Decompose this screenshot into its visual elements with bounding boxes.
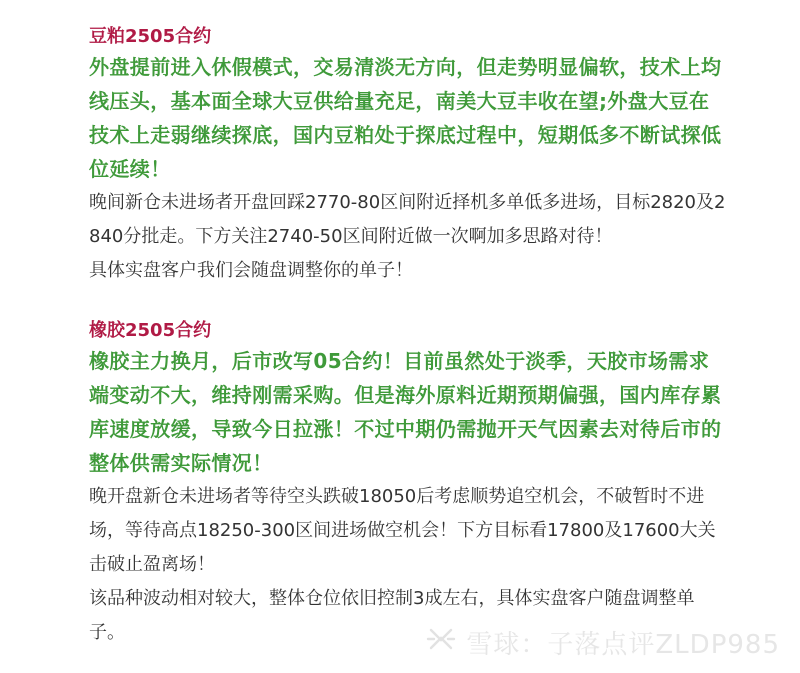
section-title: 豆粕2505合约 [89,26,212,47]
snowball-logo-icon [424,622,458,663]
section-soybean-meal [89,24,729,288]
section-body-paragraph: 晚间新仓未进场者开盘回踩2770-80区间附近择机多单低多进场，目标2820及2840分批走。下方关注2740-50区间附近做一次啊加多思路对待！ [89,192,726,247]
section-body-paragraph: 晚开盘新仓未进场者等待空头跌破18050后考虑顺势追空机会，不破暂时不进场，等待高点18250-300区间进场做空机会！下方目标看17800及17600大关击破止盈离场！ [89,486,716,575]
section-title: 橡胶2505合约 [89,320,212,341]
watermark-text: 雪球：子落点评ZLDP985 [466,630,780,660]
section-rubber [89,318,729,650]
section-body-paragraph: 该品种波动相对较大，整体仓位依旧控制3成左右，具体实盘客户随盘调整单子。 [89,588,695,643]
section-highlight: 橡胶主力换月，后市改写05合约！目前虽然处于淡季，天胶市场需求端变动不大，维持刚需采购。但是海外原料近期预期偏强，国内库存累库速度放缓，导致今日拉涨！不过中期仍需抛开天气因素去对待后市的整体供需实际情况！ [89,349,722,475]
section-body-paragraph: 具体实盘客户我们会随盘调整你的单子！ [89,260,413,281]
watermark [424,622,780,663]
section-highlight: 外盘提前进入休假模式，交易清淡无方向，但走势明显偏软，技术上均线压头，基本面全球大豆供给量充足，南美大豆丰收在望;外盘大豆在技术上走弱继续探底，国内豆粕处于探底过程中，短期低多不断试探低位延续！ [89,55,722,181]
